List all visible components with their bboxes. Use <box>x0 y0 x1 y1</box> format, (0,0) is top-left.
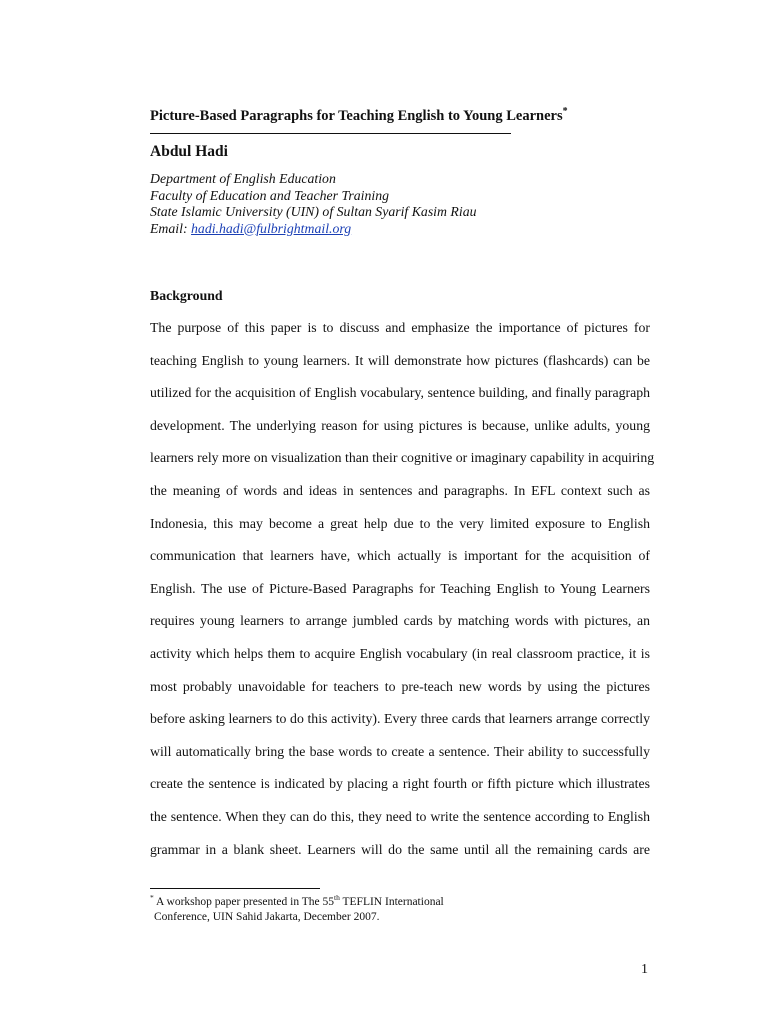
paper-title-text: Picture-Based Paragraphs for Teaching English to Young Learners <box>150 108 563 124</box>
affiliation-faculty: Faculty of Education and Teacher Training <box>150 187 390 203</box>
paragraph-line: requires young learners to arrange jumbled cards by matching words with pictures, an <box>150 613 650 629</box>
affiliation-department: Department of English Education <box>150 171 336 186</box>
page-number: 1 <box>641 962 648 977</box>
title-underline <box>150 133 511 134</box>
paragraph-line: create the sentence is indicated by placing a right fourth or fifth picture which illustrates <box>150 776 650 792</box>
paragraph-line: learners rely more on visualization than their cognitive or imaginary capability in acquiring <box>150 450 655 466</box>
email-label: Email: <box>150 220 188 236</box>
paper-title <box>150 108 568 125</box>
paragraph-line: the meaning of words and ideas in sentences and paragraphs. In EFL context such as <box>150 482 650 498</box>
paragraph-line: English. The use of Picture-Based Paragraphs for Teaching English to Young Learners <box>150 580 650 596</box>
paragraph-line: the sentence. When they can do this, they need to write the sentence according to English <box>150 808 650 824</box>
ordinal-suffix: th <box>334 893 340 903</box>
footnote-separator <box>150 888 320 889</box>
section-heading: Background <box>150 288 223 303</box>
footnote-line-2: Conference, UIN Sahid Jakarta, December 2007. <box>154 910 380 923</box>
email-link[interactable]: hadi.hadi@fulbrightmail.org <box>191 220 352 236</box>
affiliation-email-row <box>150 221 477 238</box>
footnote-line-1 <box>150 895 444 910</box>
paragraph-line: development. The underlying reason for using pictures is because, unlike adults, young <box>150 417 650 433</box>
paragraph-line: activity which helps them to acquire English vocabulary (in real classroom practice, it is <box>150 645 650 661</box>
footnote-text-cont: TEFLIN International <box>339 896 444 908</box>
paragraph-line: before asking learners to do this activity). Every three cards that learners arrange correctly <box>150 711 650 727</box>
title-footnote-marker: * <box>562 106 568 118</box>
paragraph-line: will automatically bring the base words to create a sentence. Their ability to successfully <box>150 743 650 759</box>
paragraph-line: communication that learners have, which actually is important for the acquisition of <box>150 548 650 564</box>
paragraph-line: most probably unavoidable for teachers to pre-teach new words by using the pictures <box>150 678 650 694</box>
footnote-text: A workshop paper presented in The 55 <box>153 896 334 908</box>
paragraph-line: The purpose of this paper is to discuss and emphasize the importance of pictures for <box>150 320 650 335</box>
author-name: Abdul Hadi <box>150 143 228 160</box>
footnote <box>150 895 444 924</box>
paragraph-line: grammar in a blank sheet. Learners will do the same until all the remaining cards are <box>150 841 650 857</box>
affiliation-university: State Islamic University (UIN) of Sultan Syarif Kasim Riau <box>150 204 477 219</box>
author-affiliation <box>150 171 477 237</box>
body-paragraph <box>150 318 655 872</box>
paragraph-line: Indonesia, this may become a great help due to the very limited exposure to English <box>150 515 650 531</box>
paragraph-line: utilized for the acquisition of English vocabulary, sentence building, and finally paragraph <box>150 385 650 401</box>
footnote-marker: * <box>150 893 154 903</box>
paragraph-line: teaching English to young learners. It will demonstrate how pictures (flashcards) can be <box>150 352 650 368</box>
